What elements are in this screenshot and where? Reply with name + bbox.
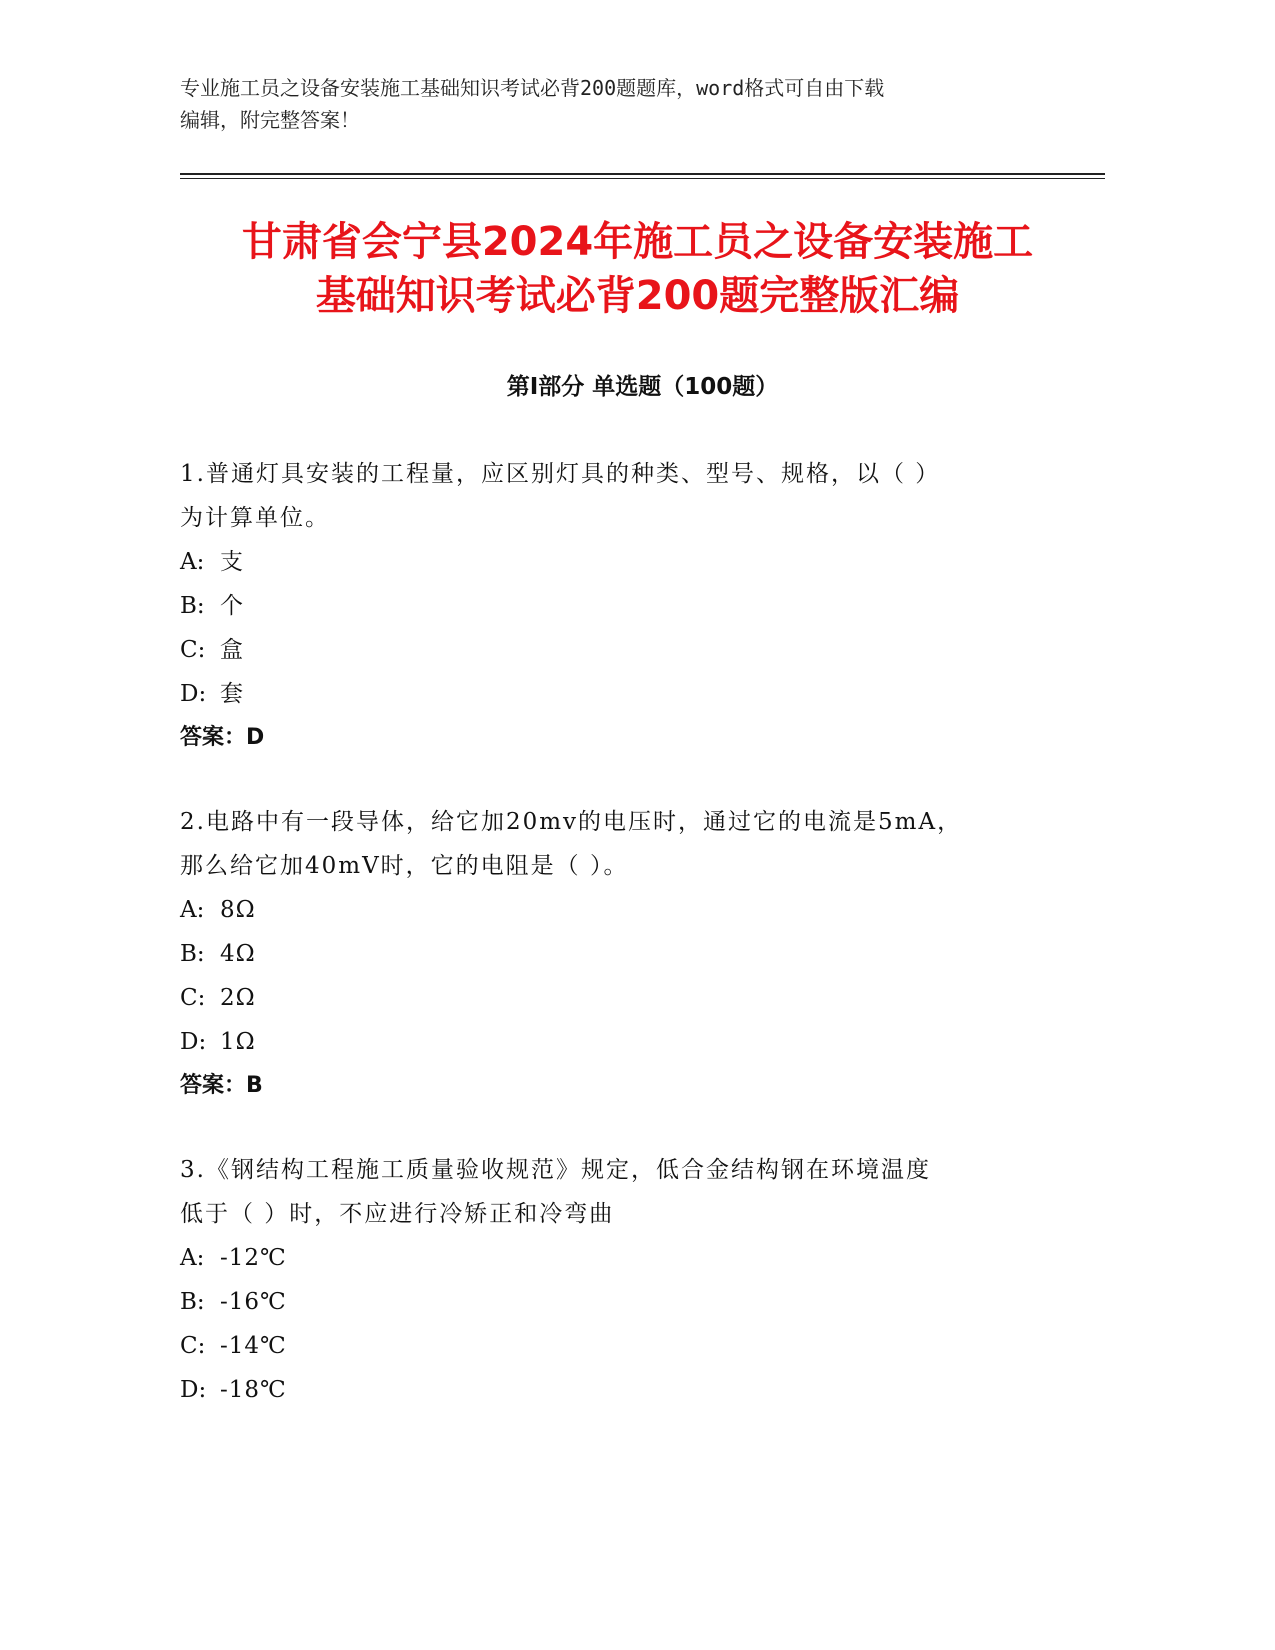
- option-key: C:: [180, 637, 206, 663]
- option-key: A:: [180, 549, 205, 575]
- question-stem-line-1: 1.普通灯具安装的工程量，应区别灯具的种类、型号、规格，以（ ）: [180, 461, 941, 487]
- option-c: [180, 628, 1040, 672]
- option-text: -18℃: [220, 1377, 287, 1403]
- option-text: 套: [220, 681, 244, 707]
- question-stem-line-2: 那么给它加40mV时，它的电阻是（ ）。: [180, 853, 629, 879]
- option-d: [180, 672, 1040, 716]
- option-text: -14℃: [220, 1333, 287, 1359]
- option-d: [180, 1020, 1040, 1064]
- question-stem-line-2: 为计算单位。: [180, 505, 330, 531]
- question-stem-line-2: 低于（ ）时，不应进行冷矫正和冷弯曲: [180, 1201, 615, 1227]
- option-key: B:: [180, 1289, 205, 1315]
- question-stem-line-1: 2.电路中有一段导体，给它加20mv的电压时，通过它的电流是5mA，: [180, 809, 963, 835]
- option-b: [180, 1280, 1040, 1324]
- option-key: D:: [180, 1377, 207, 1403]
- document-title-line-1: 甘肃省会宁县2024年施工员之设备安装施工: [241, 219, 1034, 265]
- option-a: [180, 1236, 1040, 1280]
- option-key: C:: [180, 1333, 206, 1359]
- option-text: 4Ω: [220, 941, 256, 967]
- document-title: [150, 215, 1125, 323]
- option-text: 盒: [220, 637, 244, 663]
- question-list: [180, 452, 1040, 1452]
- option-key: C:: [180, 985, 206, 1011]
- header-divider-thin: [180, 178, 1105, 179]
- option-c: [180, 1324, 1040, 1368]
- option-text: 2Ω: [220, 985, 256, 1011]
- question-2: [180, 800, 1040, 1108]
- option-text: 8Ω: [220, 897, 256, 923]
- option-b: [180, 932, 1040, 976]
- option-b: [180, 584, 1040, 628]
- option-a: [180, 540, 1040, 584]
- option-c: [180, 976, 1040, 1020]
- header-note-line-2: 编辑，附完整答案！: [180, 108, 360, 132]
- document-title-line-2: 基础知识考试必背200题完整版汇编: [315, 273, 960, 319]
- question-stem-line-1: 3.《钢结构工程施工质量验收规范》规定，低合金结构钢在环境温度: [180, 1157, 931, 1183]
- answer: 答案：D: [180, 725, 265, 750]
- option-text: 个: [220, 593, 244, 619]
- answer: 答案：B: [180, 1073, 263, 1098]
- option-text: 支: [220, 549, 244, 575]
- option-key: D:: [180, 681, 207, 707]
- question-3: [180, 1148, 1040, 1412]
- header-divider-thick: [180, 173, 1105, 175]
- header-note: [180, 72, 1060, 136]
- option-key: B:: [180, 941, 205, 967]
- section-title: 第Ⅰ部分 单选题（100题）: [506, 374, 779, 400]
- option-d: [180, 1368, 1040, 1412]
- option-key: A:: [180, 897, 205, 923]
- option-text: -12℃: [220, 1245, 287, 1271]
- option-text: -16℃: [220, 1289, 287, 1315]
- header-note-line-1: 专业施工员之设备安装施工基础知识考试必背200题题库，word格式可自由下载: [180, 76, 885, 100]
- question-1: [180, 452, 1040, 760]
- option-text: 1Ω: [220, 1029, 256, 1055]
- option-key: A:: [180, 1245, 205, 1271]
- option-key: D:: [180, 1029, 207, 1055]
- option-key: B:: [180, 593, 205, 619]
- option-a: [180, 888, 1040, 932]
